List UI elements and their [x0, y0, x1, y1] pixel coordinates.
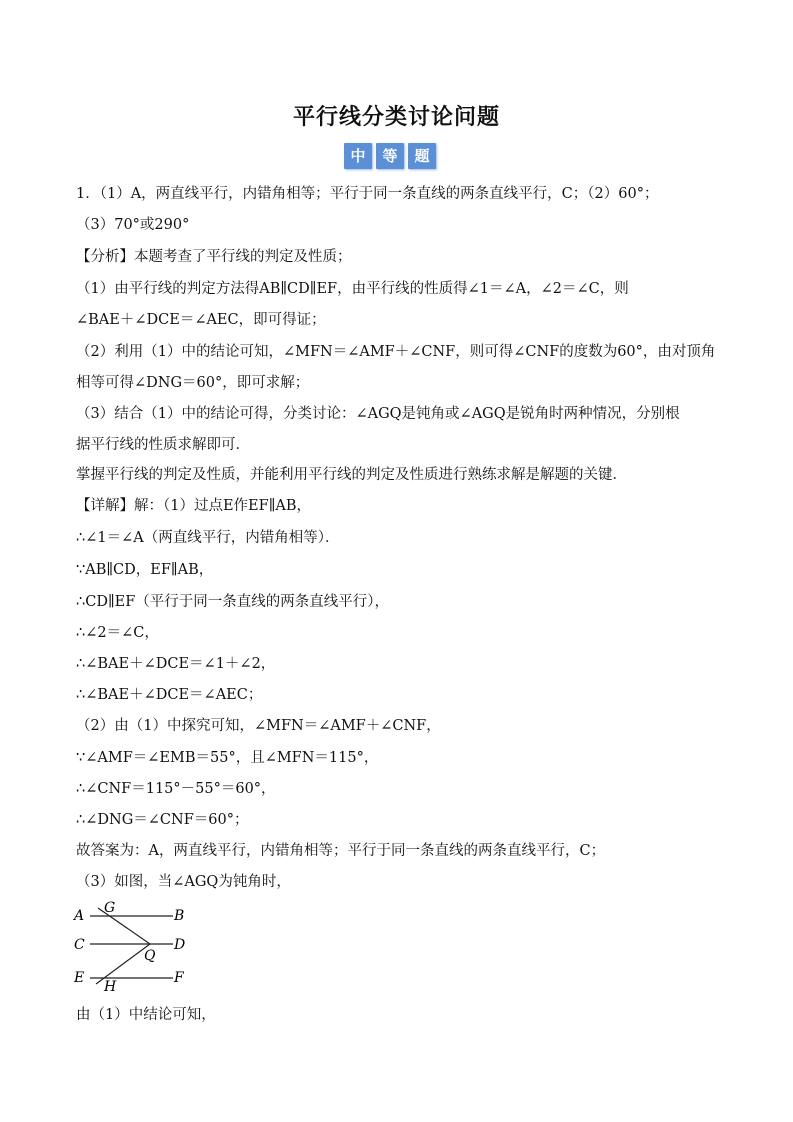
detail-line-7: （2）由（1）中探究可知，∠MFN＝∠AMF＋∠CNF， [76, 718, 441, 734]
detail-line-2: ∵AB∥CD，EF∥AB， [76, 562, 214, 578]
detail-line-5: ∴∠BAE＋∠DCE＝∠1＋∠2， [76, 656, 276, 672]
detail-line-10: ∴∠DNG＝∠CNF＝60°； [76, 812, 249, 828]
label-D: D [174, 937, 186, 953]
label-C: C [74, 937, 85, 953]
analysis-line-4: 相等可得∠DNG＝60°，即可求解； [76, 375, 310, 391]
badge-ti: 题 [408, 143, 436, 169]
detail-line-4: ∴∠2＝∠C， [76, 625, 159, 641]
conclusion-line: 由（1）中结论可知， [76, 1007, 216, 1023]
label-H: H [104, 979, 117, 992]
badge-zhong: 中 [344, 143, 372, 169]
answer-line-2: （3）70°或290° [76, 217, 190, 233]
analysis-heading: 【分析】本题考查了平行线的判定及性质； [76, 249, 352, 265]
analysis-line-6: 据平行线的性质求解即可． [76, 437, 250, 453]
part3-intro: （3）如图，当∠AGQ为钝角时， [76, 874, 291, 890]
analysis-line-1: （1）由平行线的判定方法得AB∥CD∥EF，由平行线的性质得∠1＝∠A，∠2＝∠C，则 [76, 281, 629, 297]
detail-line-8: ∵∠AMF＝∠EMB＝55°，且∠MFN＝115°， [76, 750, 379, 766]
label-G: G [104, 900, 116, 916]
analysis-line-2: ∠BAE＋∠DCE＝∠AEC，即可得证； [76, 312, 326, 328]
analysis-line-5: （3）结合（1）中的结论可得，分类讨论：∠AGQ是钝角或∠AGQ是锐角时两种情况，分别根 [76, 406, 680, 422]
label-F: F [174, 970, 184, 986]
badge-deng: 等 [376, 143, 404, 169]
analysis-line-3: （2）利用（1）中的结论可知，∠MFN＝∠AMF＋∠CNF，则可得∠CNF的度数为60°，由对顶角 [76, 344, 716, 360]
detail-line-6: ∴∠BAE＋∠DCE＝∠AEC； [76, 687, 263, 703]
analysis-line-7: 掌握平行线的判定及性质，并能利用平行线的判定及性质进行熟练求解是解题的关键． [76, 467, 627, 483]
label-Q: Q [144, 948, 156, 964]
label-A: A [74, 908, 85, 924]
detail-heading: 【详解】解：（1）过点E作EF∥AB， [76, 498, 312, 514]
label-E: E [74, 970, 85, 986]
difficulty-badges [344, 143, 436, 169]
label-B: B [174, 908, 185, 924]
parallel-lines-figure [68, 900, 198, 992]
detail-line-1: ∴∠1＝∠A（两直线平行，内错角相等）． [76, 530, 340, 546]
detail-line-9: ∴∠CNF＝115°－55°＝60°， [76, 781, 276, 797]
detail-line-3: ∴CD∥EF（平行于同一条直线的两条直线平行）， [76, 594, 390, 610]
answer-summary: 故答案为：A，两直线平行，内错角相等；平行于同一条直线的两条直线平行，C； [76, 843, 606, 859]
answer-line-1: 1．（1）A，两直线平行，内错角相等；平行于同一条直线的两条直线平行，C；（2）60°； [76, 186, 659, 202]
page-title: 平行线分类讨论问题 [292, 105, 500, 130]
